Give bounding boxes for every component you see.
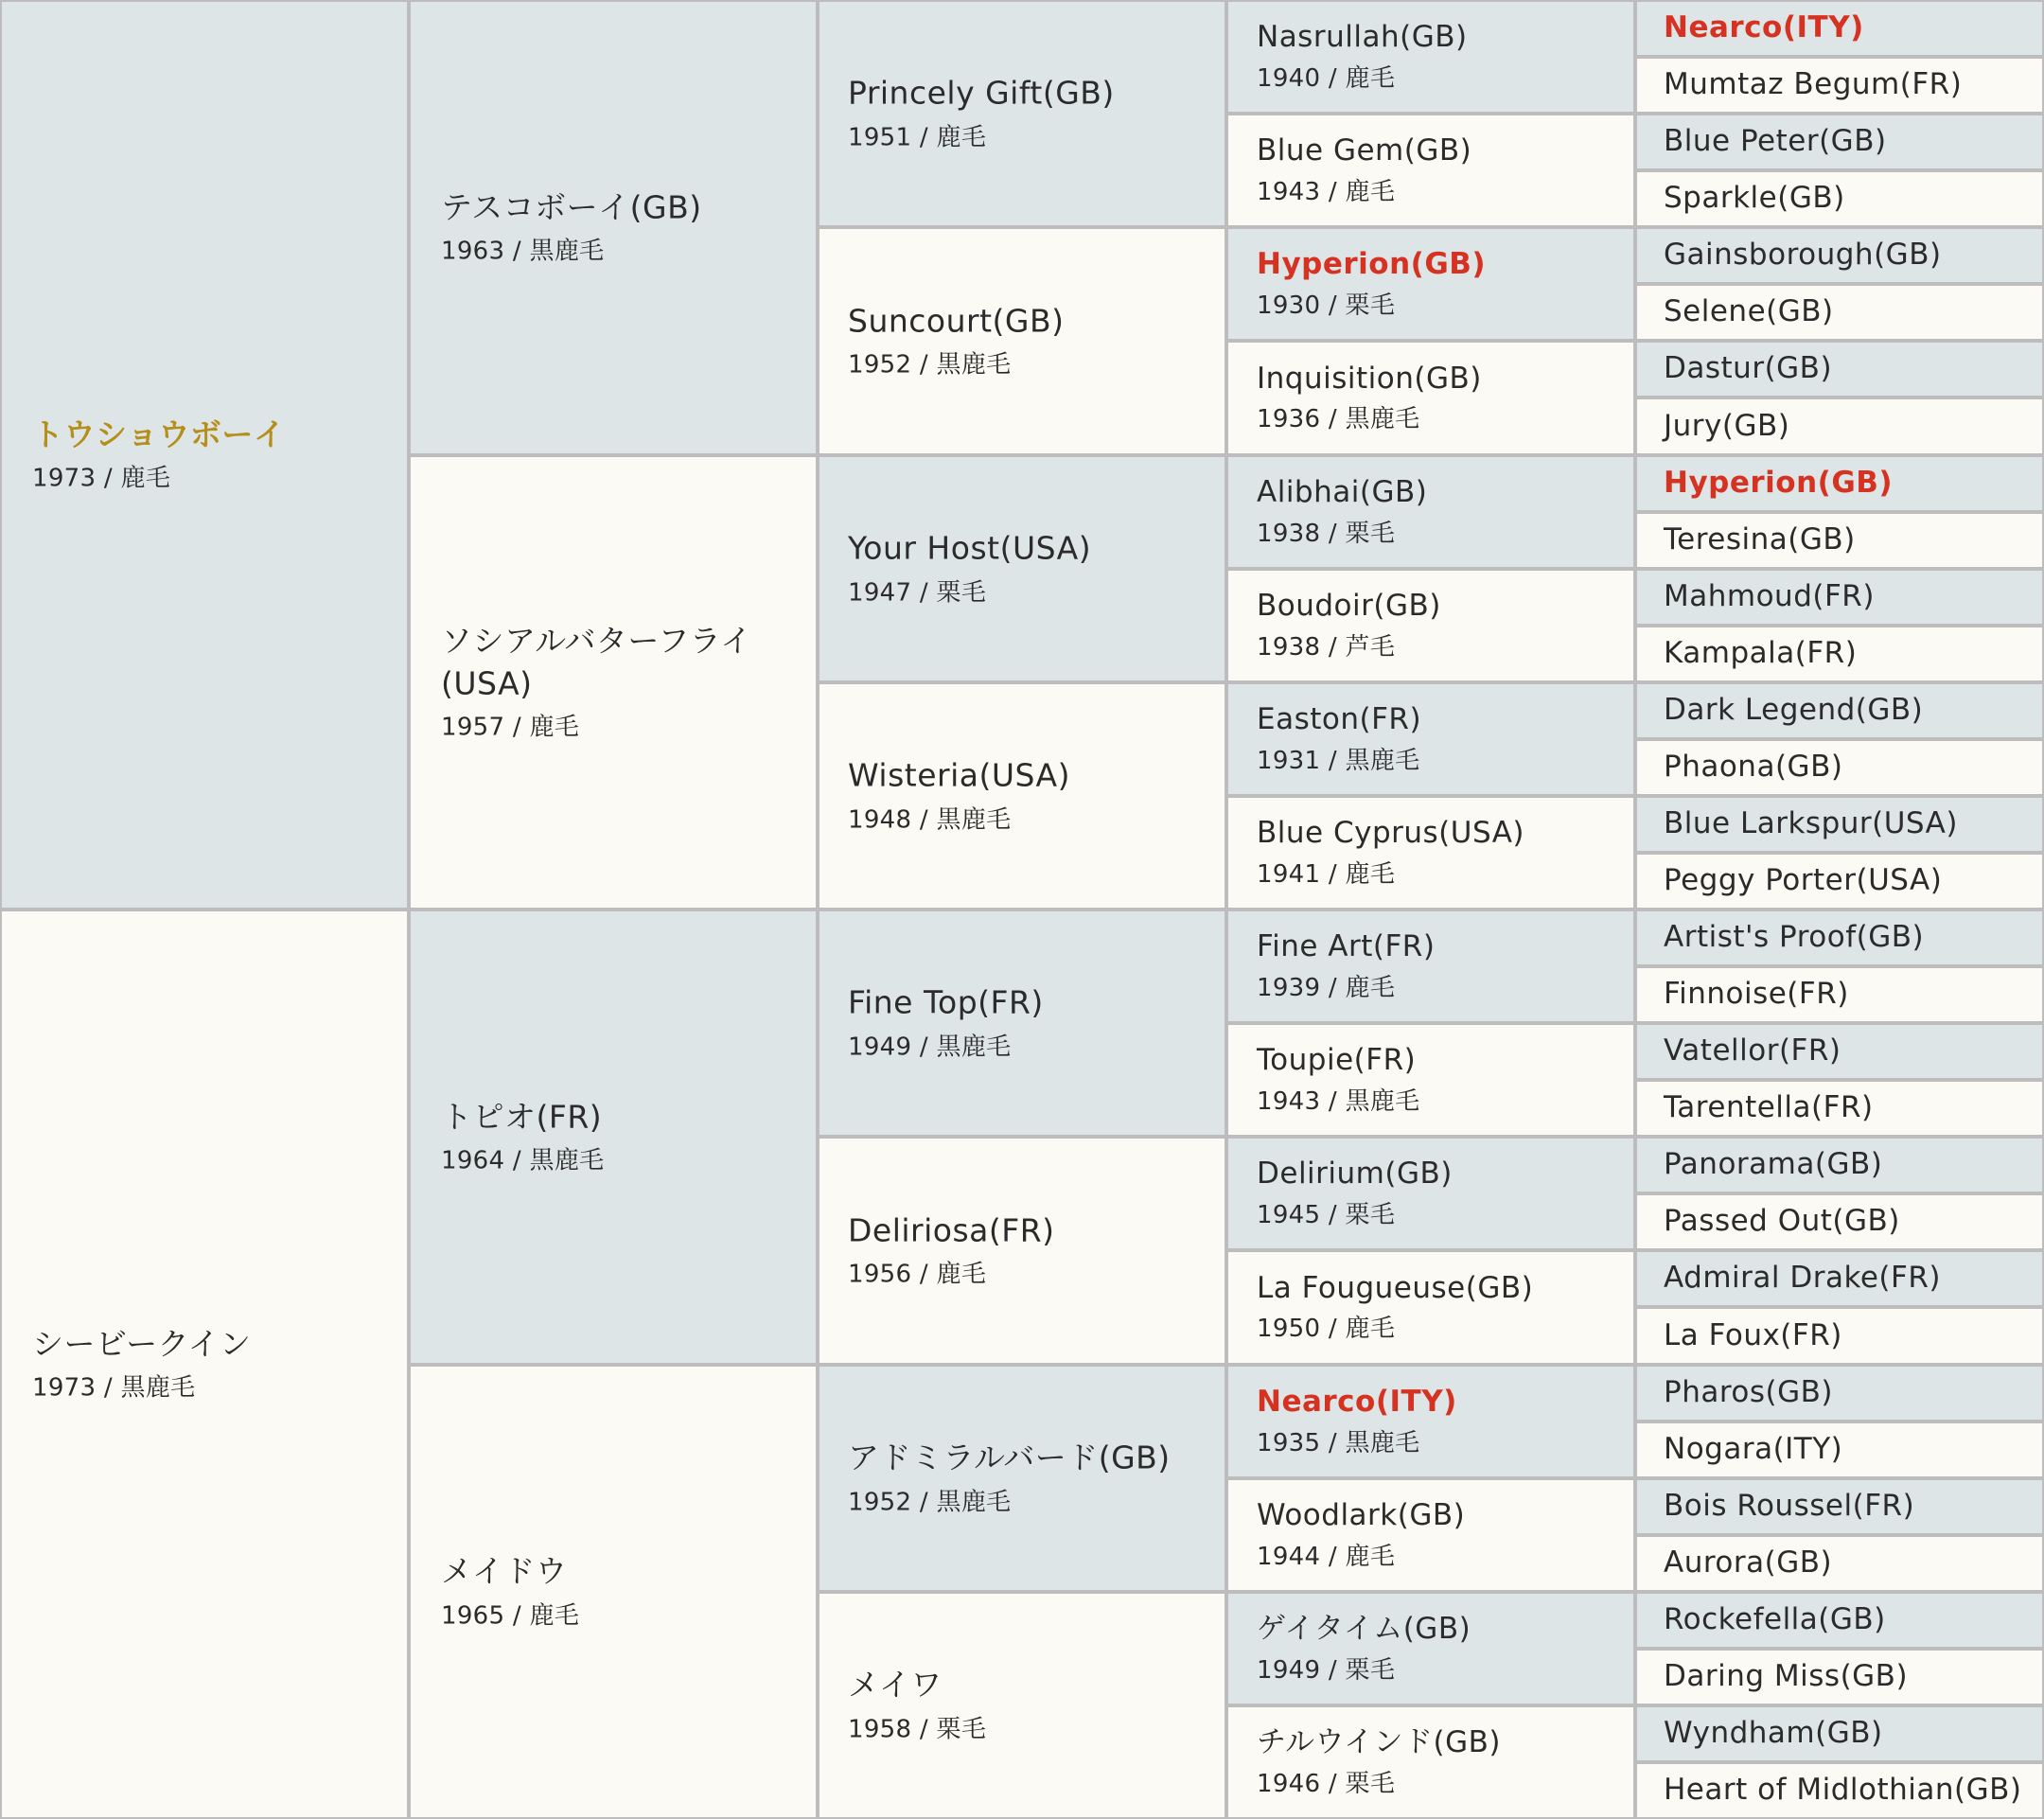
pedigree-cell-gen2: [409, 1365, 818, 1819]
horse-birth-year-coat: 1949 / 栗毛: [1257, 1655, 1396, 1685]
horse-birth-year-coat: 1952 / 黒鹿毛: [848, 1488, 1012, 1517]
horse-birth-year-coat: 1940 / 鹿毛: [1257, 63, 1396, 93]
pedigree-cell-gen5: [1635, 1365, 2044, 1422]
horse-birth-year-coat: 1938 / 芦毛: [1257, 632, 1396, 662]
pedigree-cell-gen5: [1635, 1762, 2044, 1819]
horse-name: メイドウ: [441, 1552, 568, 1590]
horse-name: La Foux(FR): [1664, 1317, 1842, 1352]
horse-name: Dark Legend(GB): [1664, 693, 1924, 728]
pedigree-cell-gen4: [1226, 227, 1635, 341]
horse-name: Blue Gem(GB): [1257, 132, 1472, 168]
pedigree-cell-gen3: [818, 227, 1226, 455]
pedigree-cell-gen3: [818, 910, 1226, 1137]
pedigree-cell-gen5: [1635, 227, 2044, 284]
pedigree-cell-gen5: [1635, 57, 2044, 114]
horse-name: Wisteria(USA): [848, 756, 1071, 794]
pedigree-cell-gen5: [1635, 682, 2044, 739]
horse-name: Teresina(GB): [1664, 522, 1856, 557]
horse-name: Selene(GB): [1664, 294, 1834, 329]
horse-name: ゲイタイム(GB): [1257, 1611, 1471, 1646]
horse-name: Rockefella(GB): [1664, 1602, 1886, 1637]
horse-birth-year-coat: 1946 / 栗毛: [1257, 1769, 1396, 1798]
pedigree-cell-gen5: [1635, 170, 2044, 227]
pedigree-cell-gen4: [1226, 1705, 1635, 1819]
pedigree-cell-gen2: [409, 910, 818, 1365]
horse-name: Kampala(FR): [1664, 636, 1858, 671]
pedigree-cell-gen1: [0, 0, 409, 910]
pedigree-cell-gen3: [818, 455, 1226, 682]
horse-name: Panorama(GB): [1664, 1147, 1883, 1182]
horse-birth-year-coat: 1943 / 鹿毛: [1257, 177, 1396, 206]
horse-name: シービークイン: [32, 1325, 252, 1363]
horse-birth-year-coat: 1936 / 黒鹿毛: [1257, 405, 1420, 434]
pedigree-cell-gen4: [1226, 569, 1635, 682]
horse-birth-year-coat: 1964 / 黒鹿毛: [441, 1146, 605, 1175]
pedigree-cell-gen5: [1635, 569, 2044, 626]
horse-birth-year-coat: 1939 / 鹿毛: [1257, 973, 1396, 1002]
horse-name: Sparkle(GB): [1664, 181, 1845, 216]
pedigree-cell-gen5: [1635, 341, 2044, 397]
pedigree-cell-gen5: [1635, 1422, 2044, 1478]
horse-name: Blue Peter(GB): [1664, 124, 1887, 159]
horse-birth-year-coat: 1950 / 鹿毛: [1257, 1315, 1396, 1344]
horse-name: Artist's Proof(GB): [1664, 920, 1925, 955]
horse-birth-year-coat: 1947 / 栗毛: [848, 578, 987, 608]
pedigree-cell-gen5: [1635, 1137, 2044, 1193]
horse-birth-year-coat: 1945 / 栗毛: [1257, 1200, 1396, 1229]
pedigree-cell-gen5: [1635, 455, 2044, 512]
horse-name: Finnoise(FR): [1664, 977, 1849, 1012]
horse-name: Daring Miss(GB): [1664, 1659, 1909, 1694]
horse-name: Fine Art(FR): [1257, 928, 1436, 963]
horse-name: Vatellor(FR): [1664, 1033, 1841, 1068]
pedigree-cell-gen4: [1226, 1478, 1635, 1592]
pedigree-cell-gen5: [1635, 910, 2044, 966]
horse-name: Easton(FR): [1257, 701, 1422, 736]
pedigree-cell-gen5: [1635, 1478, 2044, 1535]
horse-name: Nasrullah(GB): [1257, 19, 1468, 54]
horse-birth-year-coat: 1956 / 鹿毛: [848, 1260, 987, 1289]
horse-birth-year-coat: 1943 / 黒鹿毛: [1257, 1086, 1420, 1116]
horse-name: Fine Top(FR): [848, 983, 1044, 1021]
pedigree-cell-gen5: [1635, 853, 2044, 910]
horse-name: Inquisition(GB): [1257, 361, 1482, 396]
horse-name: Jury(GB): [1664, 408, 1790, 443]
horse-birth-year-coat: 1951 / 鹿毛: [848, 123, 987, 152]
horse-name: Mumtaz Begum(FR): [1664, 67, 1963, 102]
horse-name: Alibhai(GB): [1257, 474, 1428, 509]
horse-name: Bois Roussel(FR): [1664, 1489, 1915, 1524]
pedigree-cell-gen3: [818, 0, 1226, 227]
pedigree-cell-gen5: [1635, 1307, 2044, 1365]
horse-name: Phaona(GB): [1664, 750, 1843, 785]
pedigree-cell-gen4: [1226, 1592, 1635, 1705]
horse-name: ソシアルバターフライ(USA): [441, 622, 752, 701]
horse-birth-year-coat: 1938 / 栗毛: [1257, 519, 1396, 548]
pedigree-cell-gen5: [1635, 397, 2044, 455]
pedigree-cell-gen4: [1226, 341, 1635, 455]
pedigree-cell-gen4: [1226, 0, 1635, 114]
horse-name: Suncourt(GB): [848, 302, 1065, 340]
horse-name: Mahmoud(FR): [1664, 579, 1875, 614]
horse-name: Woodlark(GB): [1257, 1497, 1466, 1532]
horse-name: Toupie(FR): [1257, 1042, 1417, 1077]
horse-name: Princely Gift(GB): [848, 74, 1115, 112]
horse-name: Dastur(GB): [1664, 351, 1833, 386]
pedigree-cell-gen5: [1635, 966, 2044, 1023]
pedigree-cell-gen3: [818, 682, 1226, 910]
pedigree-cell-gen5: [1635, 739, 2044, 796]
pedigree-cell-gen2: [409, 455, 818, 910]
horse-birth-year-coat: 1952 / 黒鹿毛: [848, 350, 1012, 380]
horse-name: トウショウボーイ: [32, 415, 286, 453]
horse-name: Peggy Porter(USA): [1664, 863, 1943, 898]
pedigree-cell-gen5: [1635, 1250, 2044, 1307]
pedigree-cell-gen3: [818, 1365, 1226, 1592]
horse-name: Passed Out(GB): [1664, 1204, 1900, 1239]
horse-birth-year-coat: 1935 / 黒鹿毛: [1257, 1428, 1420, 1457]
horse-name: Blue Larkspur(USA): [1664, 806, 1958, 841]
horse-name: La Fougueuse(GB): [1257, 1270, 1534, 1305]
horse-name: トピオ(FR): [441, 1098, 603, 1136]
pedigree-cell-gen1: [0, 910, 409, 1819]
pedigree-cell-gen5: [1635, 1193, 2044, 1250]
horse-birth-year-coat: 1957 / 鹿毛: [441, 713, 580, 742]
pedigree-cell-gen4: [1226, 1365, 1635, 1478]
horse-birth-year-coat: 1963 / 黒鹿毛: [441, 237, 605, 266]
pedigree-cell-gen3: [818, 1137, 1226, 1365]
pedigree-cell-gen4: [1226, 910, 1635, 1023]
horse-name: Wyndham(GB): [1664, 1716, 1883, 1751]
horse-name: Blue Cyprus(USA): [1257, 815, 1525, 850]
pedigree-cell-gen5: [1635, 1705, 2044, 1762]
horse-name: Delirium(GB): [1257, 1156, 1453, 1191]
horse-name: Your Host(USA): [848, 529, 1092, 567]
horse-name: テスコボーイ(GB): [441, 188, 702, 226]
horse-name: Boudoir(GB): [1257, 588, 1441, 623]
pedigree-cell-gen5: [1635, 114, 2044, 170]
horse-birth-year-coat: 1941 / 鹿毛: [1257, 859, 1396, 889]
horse-name: Pharos(GB): [1664, 1375, 1833, 1410]
horse-birth-year-coat: 1930 / 栗毛: [1257, 291, 1396, 320]
pedigree-cell-gen5: [1635, 284, 2044, 341]
pedigree-cell-gen4: [1226, 796, 1635, 910]
horse-name: Hyperion(GB): [1664, 466, 1894, 501]
horse-birth-year-coat: 1973 / 黒鹿毛: [32, 1373, 196, 1403]
pedigree-cell-gen5: [1635, 626, 2044, 682]
pedigree-cell-gen4: [1226, 455, 1635, 569]
horse-name: Nogara(ITY): [1664, 1432, 1843, 1467]
horse-name: アドミラルバード(GB): [848, 1439, 1171, 1476]
pedigree-cell-gen3: [818, 1592, 1226, 1819]
horse-birth-year-coat: 1948 / 黒鹿毛: [848, 805, 1012, 835]
pedigree-cell-gen2: [409, 0, 818, 455]
pedigree-cell-gen5: [1635, 1592, 2044, 1649]
pedigree-cell-gen4: [1226, 1023, 1635, 1137]
pedigree-cell-gen4: [1226, 1250, 1635, 1365]
pedigree-cell-gen5: [1635, 796, 2044, 853]
pedigree-cell-gen5: [1635, 1649, 2044, 1705]
horse-birth-year-coat: 1944 / 鹿毛: [1257, 1542, 1396, 1571]
pedigree-cell-gen5: [1635, 1535, 2044, 1592]
pedigree-cell-gen5: [1635, 0, 2044, 57]
pedigree-cell-gen5: [1635, 1023, 2044, 1080]
pedigree-cell-gen4: [1226, 682, 1635, 796]
horse-name: Heart of Midlothian(GB): [1664, 1773, 2022, 1808]
horse-birth-year-coat: 1958 / 栗毛: [848, 1715, 987, 1744]
horse-name: Tarentella(FR): [1664, 1090, 1874, 1125]
horse-birth-year-coat: 1965 / 鹿毛: [441, 1601, 580, 1631]
horse-name: Admiral Drake(FR): [1664, 1261, 1941, 1296]
horse-name: Nearco(ITY): [1664, 10, 1864, 45]
horse-name: Gainsborough(GB): [1664, 238, 1942, 273]
pedigree-cell-gen4: [1226, 1137, 1635, 1250]
horse-name: チルウインド(GB): [1257, 1724, 1501, 1759]
horse-name: Deliriosa(FR): [848, 1211, 1055, 1249]
horse-name: Nearco(ITY): [1257, 1384, 1457, 1419]
pedigree-cell-gen5: [1635, 512, 2044, 569]
horse-birth-year-coat: 1949 / 黒鹿毛: [848, 1033, 1012, 1062]
horse-name: メイワ: [848, 1666, 943, 1704]
horse-birth-year-coat: 1973 / 鹿毛: [32, 464, 171, 493]
horse-birth-year-coat: 1931 / 黒鹿毛: [1257, 746, 1420, 775]
horse-name: Hyperion(GB): [1257, 246, 1487, 281]
horse-name: Aurora(GB): [1664, 1545, 1833, 1581]
pedigree-cell-gen5: [1635, 1080, 2044, 1137]
pedigree-cell-gen4: [1226, 114, 1635, 227]
